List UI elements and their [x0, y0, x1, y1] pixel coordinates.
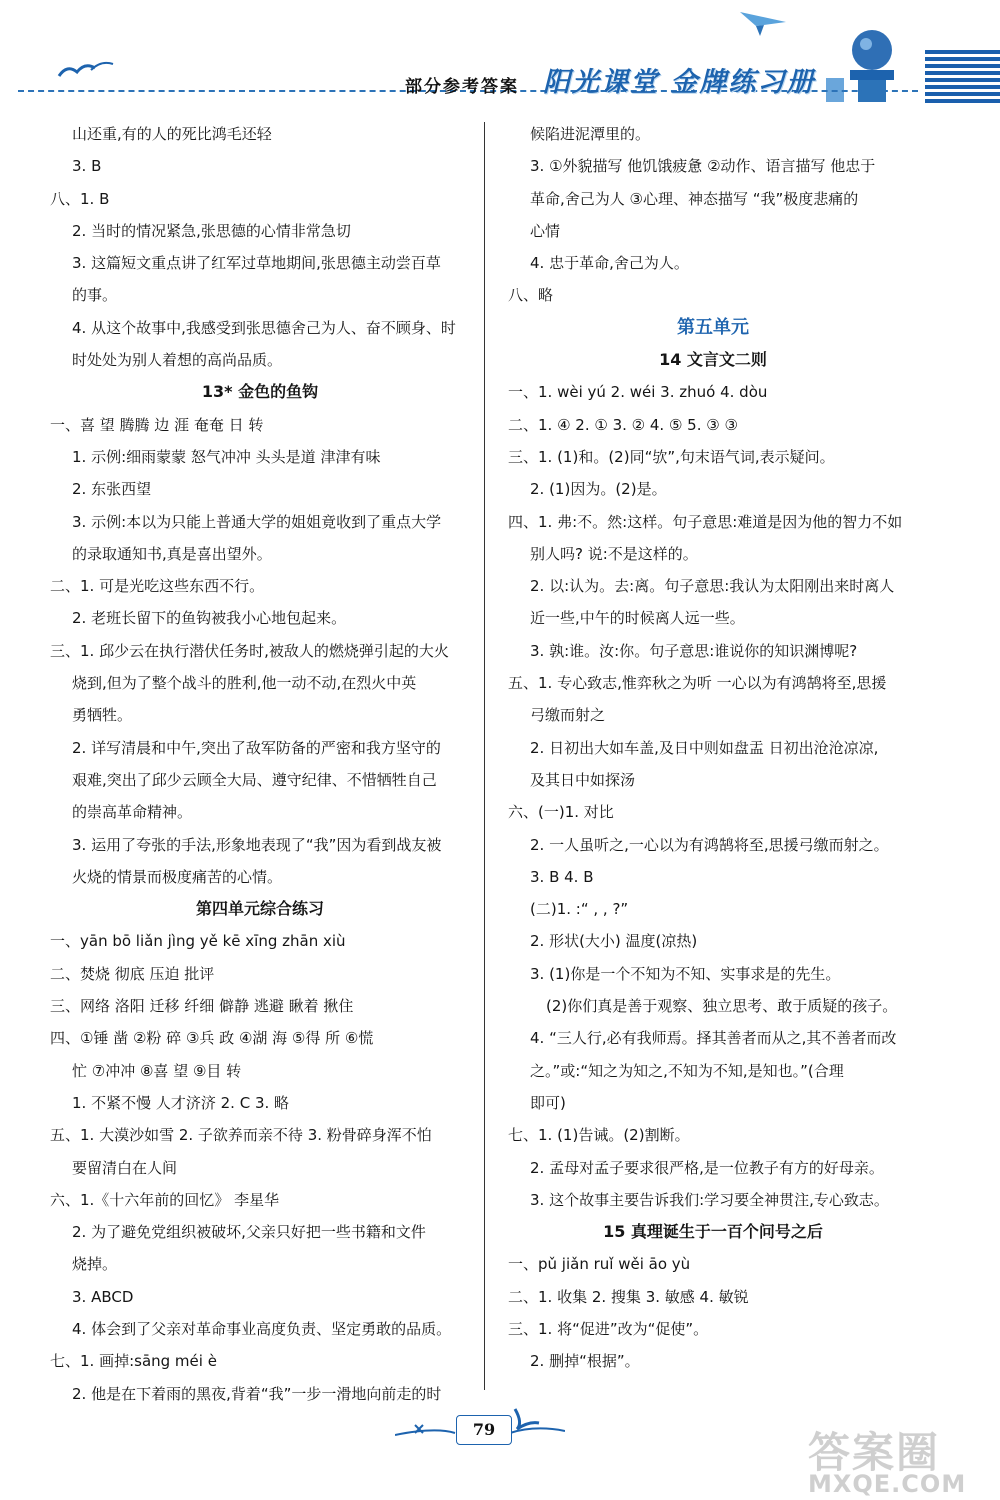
header-subtitle: 部分参考答案 [405, 77, 519, 97]
section-title: 15 真理诞生于一百个问号之后 [603, 1222, 823, 1242]
answer-line: 烧到,但为了整个战斗的胜利,他一动不动,在烈火中英 [72, 674, 417, 693]
answer-line: 4. 体会到了父亲对革命事业高度负责、坚定勇敢的品质。 [72, 1319, 452, 1338]
section-title: 14 文言文二则 [659, 350, 767, 370]
answer-line: 三、网络 洛阳 迁移 纤细 僻静 逃避 瞅着 揪住 [50, 997, 354, 1016]
answer-line: 勇牺牲。 [72, 706, 133, 725]
answer-line: 艰难,突出了邱少云顾全大局、遵守纪律、不惜牺牲自己 [72, 770, 437, 789]
page-number: 79 [456, 1415, 512, 1445]
answer-line: 2. 孟母对孟子要求很严格,是一位教子有方的好母亲。 [530, 1158, 884, 1177]
header-stripes [925, 50, 1000, 105]
answer-line: 2. 他是在下着雨的黑夜,背着“我”一步一滑地向前走的时 [72, 1384, 442, 1403]
section-title: 第四单元综合练习 [195, 899, 324, 919]
answer-line: 一、yān bō liǎn jìng yě kē xīng zhān xiù [50, 932, 346, 951]
answer-line: 3. ①外貌描写 他饥饿疲惫 ②动作、语言描写 他忠于 [530, 157, 876, 176]
answer-line: 候陷进泥潭里的。 [530, 125, 651, 143]
answer-line: 的崇高革命精神。 [72, 803, 193, 822]
answer-line: 七、1. 画掉:sāng méi è [50, 1352, 217, 1371]
answer-line: 二、1. ④ 2. ① 3. ② 4. ⑤ 5. ③ ③ [508, 415, 738, 434]
answer-line: 七、1. (1)告诫。(2)割断。 [508, 1126, 690, 1145]
seagull-icon [55, 58, 117, 84]
answer-line: 3. B 4. B [530, 867, 594, 886]
answer-line: 三、1. 将“促进”改为“促使”。 [508, 1319, 709, 1338]
answer-line: 3. ABCD [72, 1287, 134, 1306]
answer-line: 火烧的情景而极度痛苦的心情。 [72, 867, 283, 886]
answer-line: 五、1. 专心致志,惟弈秋之为听 一心以为有鸿鹄将至,思援 [508, 674, 887, 693]
answer-line: 一、pǔ jiǎn ruǐ wěi āo yù [508, 1255, 691, 1274]
answer-line: 4. 忠于革命,舍己为人。 [530, 254, 689, 273]
header-brand: 阳光课堂 金牌练习册 [543, 67, 816, 98]
answer-line: 2. 形状(大小) 温度(凉热) [530, 932, 698, 951]
answer-line: 的事。 [72, 286, 118, 305]
answer-line: 3. 示例:本以为只能上普通大学的姐姐竟收到了重点大学 [72, 512, 442, 531]
answer-line: 别人吗? 说:不是这样的。 [530, 544, 698, 563]
answer-line: 2. (1)因为。(2)是。 [530, 480, 667, 499]
paper-plane-icon [738, 8, 788, 38]
answer-line: 一、喜 望 腾腾 边 涯 奄奄 日 转 [50, 415, 264, 434]
answer-line: 2. 删掉“根据”。 [530, 1352, 640, 1371]
answer-line: 1. 不紧不慢 人才济济 2. C 3. 略 [72, 1093, 290, 1112]
watermark-logo: 答案圈 [808, 1428, 941, 1477]
answer-line: 烧掉。 [72, 1255, 118, 1274]
section-title: 13* 金色的鱼钩 [201, 382, 319, 402]
page-header [0, 0, 1000, 110]
answer-line: 2. 当时的情况紧急,张思德的心情非常急切 [72, 221, 351, 240]
left-column [50, 118, 470, 1410]
answer-line: 时处处为别人着想的高尚品质。 [72, 351, 283, 370]
answer-line: 2. 以:认为。去:离。句子意思:我认为太阳刚出来时离人 [530, 577, 895, 596]
answer-line: 弓缴而射之 [530, 706, 606, 725]
section-title: 第五单元 [677, 316, 749, 338]
answer-line: 4. “三人行,必有我师焉。择其善者而从之,其不善者而改 [530, 1029, 897, 1048]
answer-line: 2. 日初出大如车盖,及日中则如盘盂 日初出沧沧凉凉, [530, 738, 879, 757]
answer-line: 五、1. 大漠沙如雪 2. 子欲养而亲不待 3. 粉骨碎身浑不怕 [50, 1126, 432, 1145]
answer-line: 一、1. wèi yú 2. wéi 3. zhuó 4. dòu [508, 383, 768, 402]
answer-line: 二、1. 可是光吃这些东西不行。 [50, 577, 265, 596]
answer-line: 近一些,中午的时候离人远一些。 [530, 609, 745, 628]
answer-line: 3. 这篇短文重点讲了红军过草地期间,张思德主动尝百草 [72, 254, 441, 273]
answer-line: 4. 从这个故事中,我感受到张思德舍己为人、奋不顾身、时 [72, 318, 456, 337]
answer-line: 及其日中如探汤 [530, 770, 636, 789]
right-column [508, 118, 918, 1378]
answer-line: 八、1. B [50, 189, 110, 208]
answer-line: 四、1. 弗:不。然:这样。句子意思:难道是因为他的智力不如 [508, 512, 903, 531]
answer-line: 三、1. (1)和。(2)同“欤”,句末语气词,表示疑问。 [508, 447, 835, 466]
answer-line: 二、1. 收集 2. 搜集 3. 敏感 4. 敏锐 [508, 1287, 749, 1306]
answer-line: 要留清白在人间 [72, 1158, 178, 1177]
answer-line: 六、1.《十六年前的回忆》 李星华 [50, 1190, 280, 1209]
answer-line: 之。”或:“知之为知之,不知为不知,是知也。”(合理 [530, 1061, 844, 1080]
answer-line: 八、略 [508, 286, 554, 305]
answer-line: 3. 运用了夸张的手法,形象地表现了“我”因为看到战友被 [72, 835, 442, 854]
answer-line: (二)1. :“ , , ?” [530, 900, 629, 919]
answer-line: (2)你们真是善于观察、独立思考、敢于质疑的孩子。 [546, 997, 898, 1016]
answer-line: 革命,舍己为人 ③心理、神态描写 “我”极度悲痛的 [530, 189, 859, 208]
answer-line: 2. 老班长留下的鱼钩被我小心地包起来。 [72, 609, 347, 628]
answer-line: 3. 孰:谁。汝:你。句子意思:谁说你的知识渊博呢? [530, 641, 858, 660]
answer-line: 忙 ⑦冲冲 ⑧喜 望 ⑨目 转 [72, 1061, 242, 1080]
column-divider [484, 122, 485, 1390]
answer-line: 2. 东张西望 [72, 480, 152, 499]
answer-line: 3. (1)你是一个不知为不知、实事求是的先生。 [530, 964, 841, 983]
answer-line: 3. B [72, 157, 102, 176]
answer-line: 二、焚烧 彻底 压迫 批评 [50, 964, 215, 983]
answer-line: 的录取通知书,真是喜出望外。 [72, 544, 272, 563]
answer-line: 2. 一人虽听之,一心以为有鸿鹄将至,思援弓缴而射之。 [530, 835, 889, 854]
answer-line: 即可) [530, 1093, 566, 1112]
answer-line: 1. 示例:细雨蒙蒙 怒气冲冲 头头是道 津津有味 [72, 447, 381, 466]
answer-line: 2. 详写清晨和中午,突出了敌军防备的严密和我方坚守的 [72, 738, 441, 757]
answer-line: 心情 [530, 221, 561, 240]
watermark-url: MXQE.COM [808, 1470, 967, 1498]
answer-line: 2. 为了避免党组织被破坏,父亲只好把一些书籍和文件 [72, 1223, 426, 1242]
answer-line: 3. 这个故事主要告诉我们:学习要全神贯注,专心致志。 [530, 1190, 889, 1209]
answer-line: 山还重,有的人的死比鸿毛还轻 [72, 125, 272, 143]
answer-line: 六、(一)1. 对比 [508, 803, 614, 822]
answer-line: 三、1. 邱少云在执行潜伏任务时,被敌人的燃烧弹引起的大火 [50, 641, 449, 660]
answer-line: 四、①锤 凿 ②粉 碎 ③兵 政 ④湖 海 ⑤得 所 ⑥慌 [50, 1029, 374, 1048]
